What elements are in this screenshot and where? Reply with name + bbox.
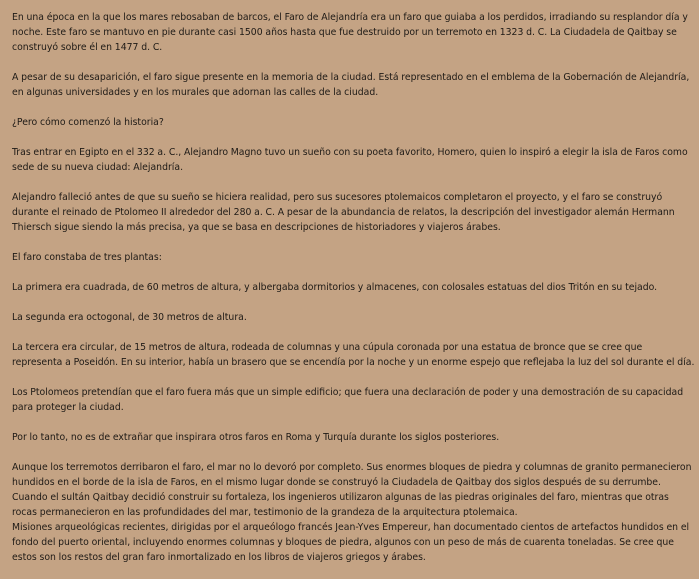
paragraph-second-floor: La segunda era octogonal, de 30 metros de altura. [12, 312, 247, 323]
paragraph-third-floor: La tercera era circular, de 15 metros de altura, rodeada de columnas y una cúpula coronada por una estatua de bronce que se cree que representa a Poseidón. En su interior, había un brasero que se encendía por la noche y un enorme espejo que reflejaba la luz del sol durante el día. [12, 342, 695, 368]
paragraph-first-floor: La primera era cuadrada, de 60 metros de altura, y albergaba dormitorios y almacenes, con colosales estatuas del dios Tritón en su tejado. [12, 282, 658, 293]
paragraph-intro: En una época en la que los mares rebosaban de barcos, el Faro de Alejandría era un faro que guiaba a los perdidos, irradiando su resplandor día y noche. Este faro se mantuvo en pie durante casi 1500 años hasta que fue destruido por un terremoto en 1323 d. C. La Ciudadela de Qaitbay se construyó sobre él en 1477 d. C. [12, 12, 688, 53]
paragraph-influence: Por lo tanto, no es de extrañar que inspirara otros faros en Roma y Turquía durante los siglos posteriores. [12, 432, 500, 443]
paragraph-alexander-dream: Tras entrar en Egipto en el 332 a. C., Alejandro Magno tuvo un sueño con su poeta favorito, Homero, quien lo inspiró a elegir la isla de Faros como sede de su nueva ciudad: Alejandría. [12, 147, 688, 173]
paragraph-construction: Alejandro falleció antes de que su sueño se hiciera realidad, pero sus sucesores ptolemaicos completaron el proyecto, y el faro se construyó durante el reinado de Ptolomeo II alrededor del 280 a. C. A pesar de la abundancia de relatos, la descripción del investigador alemán Hermann Thiersch sigue siendo la más precisa, ya que se basa en descripciones de historiadores y viajeros árabes. [12, 192, 675, 233]
paragraph-memory: A pesar de su desaparición, el faro sigue presente en la memoria de la ciudad. Está representado en el emblema de la Gobernación de Alejandría, en algunas universidades y en los murales que adornan las calles de la ciudad. [12, 72, 690, 98]
paragraph-ptolemies-intent: Los Ptolomeos pretendían que el faro fuera más que un simple edificio; que fuera una declaración de poder y una demostración de su capacidad para proteger la ciudad. [12, 387, 684, 413]
paragraph-archaeology: Misiones arqueológicas recientes, dirigidas por el arqueólogo francés Jean-Yves Empereur, han documentado cientos de artefactos hundidos en el fondo del puerto oriental, incluyendo enormes columnas y bloques de piedra, algunos con un peso de más de cuarenta toneladas. Se cree que estos son los restos del gran faro inmortalizado en los libros de viajeros griegos y árabes. [12, 522, 690, 563]
paragraph-question: ¿Pero cómo comenzó la historia? [12, 117, 164, 128]
paragraph-ruins: Aunque los terremotos derribaron el faro, el mar no lo devoró por completo. Sus enormes bloques de piedra y columnas de granito permanecieron hundidos en el borde de la isla de Faros, en el mismo lugar donde se construyó la Ciudadela de Qaitbay dos siglos después de su derrumbe. Cuando el sultán Qaitbay decidió construir su fortaleza, los ingenieros utilizaron algunas de las piedras originales del faro, mientras que otras rocas permanecieron en las profundidades del mar, testimonio de la grandeza de la arquitectura ptolemaica. [12, 462, 692, 518]
paragraph-three-floors: El faro constaba de tres plantas: [12, 252, 162, 263]
